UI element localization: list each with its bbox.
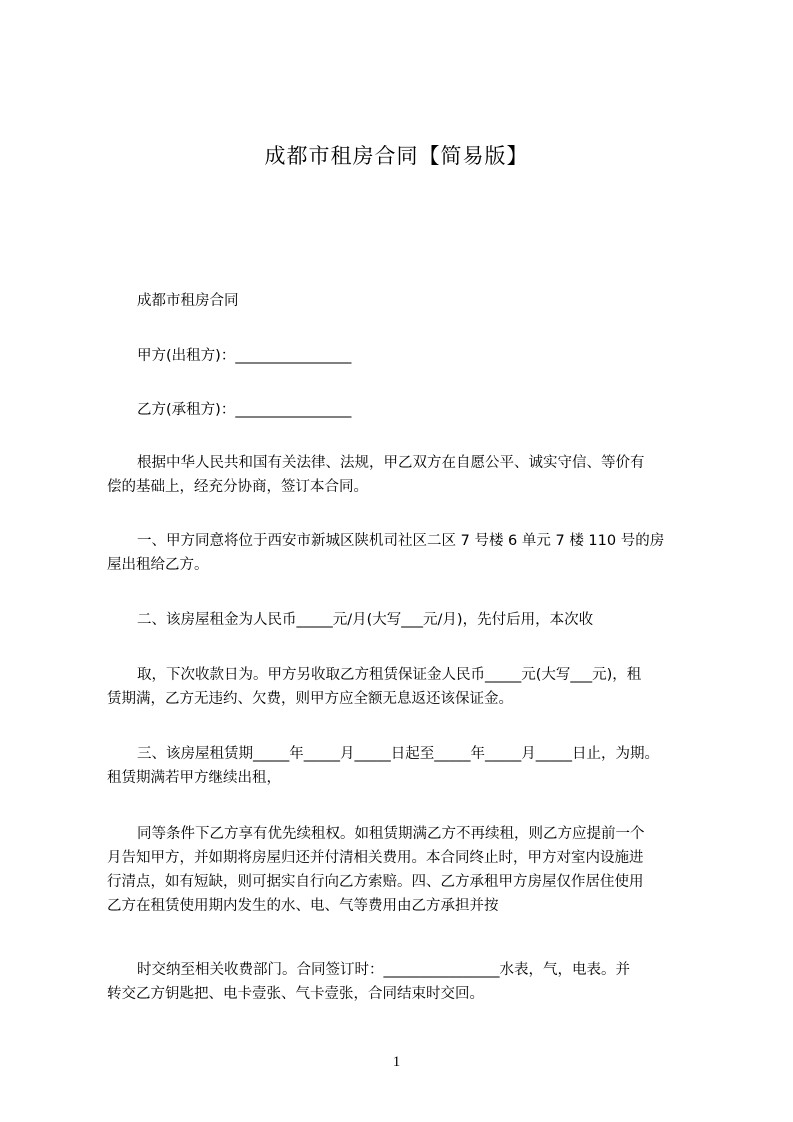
paragraph-line: 二、该房屋租金为人民币_____元/月(大写___元/月)，先付后用，本次收 — [137, 612, 594, 628]
paragraph-party-b — [137, 398, 351, 422]
paragraph-deposit — [107, 663, 641, 711]
paragraph-clause-1 — [107, 529, 664, 577]
paragraph-line: 成都市租房合同 — [137, 293, 239, 309]
document-title: 成都市租房合同【简易版】 — [264, 144, 529, 168]
paragraph-line: 时交纳至相关收费部门。合同签订时：________________水表，气，电表。并 — [137, 962, 630, 978]
page-number: 1 — [392, 1054, 401, 1070]
paragraph-line: 一、甲方同意将位于西安市新城区陕机司社区二区 7 号楼 6 单元 7 楼 110 号的房 — [137, 533, 665, 549]
paragraph-line: 租赁期满若甲方继续出租， — [107, 770, 281, 786]
paragraph-clause-3 — [107, 742, 659, 790]
paragraph-line: 乙方在租赁使用期内发生的水、电、气等费用由乙方承担并按 — [107, 898, 499, 914]
paragraph-line: 根据中华人民共和国有关法律、法规，甲乙双方在自愿公平、诚实守信、等价有 — [137, 455, 645, 471]
paragraph-line: 赁期满，乙方无违约、欠费，则甲方应全额无息返还该保证金。 — [107, 691, 513, 707]
paragraph-preamble — [107, 451, 645, 499]
paragraph-line: 乙方(承租方)：________________ — [137, 402, 352, 418]
paragraph-line: 取，下次收款日为。甲方另收取乙方租赁保证金人民币_____元(大写___元)，租 — [137, 667, 642, 683]
paragraph-line: 偿的基础上，经充分协商，签订本合同。 — [107, 479, 368, 495]
paragraph-heading — [137, 289, 239, 313]
paragraph-party-a — [137, 344, 351, 368]
paragraph-clause-2 — [137, 608, 593, 632]
paragraph-line: 屋出租给乙方。 — [107, 557, 209, 573]
paragraph-line: 行清点，如有短缺，则可据实自行向乙方索赔。四、乙方承租甲方房屋仅作居住使用 — [107, 874, 644, 890]
paragraph-renewal — [107, 822, 645, 918]
paragraph-line: 甲方(出租方)：________________ — [137, 348, 352, 364]
paragraph-line: 转交乙方钥匙把、电卡壹张、气卡壹张，合同结束时交回。 — [107, 986, 484, 1002]
paragraph-line: 同等条件下乙方享有优先续租权。如租赁期满乙方不再续租，则乙方应提前一个 — [137, 826, 645, 842]
paragraph-line: 三、该房屋租赁期_____年_____月_____日起至_____年_____月_____日止，为期。 — [137, 746, 659, 762]
paragraph-utilities — [107, 958, 630, 1006]
paragraph-line: 月告知甲方，并如期将房屋归还并付清相关费用。本合同终止时，甲方对室内设施进 — [107, 850, 644, 866]
